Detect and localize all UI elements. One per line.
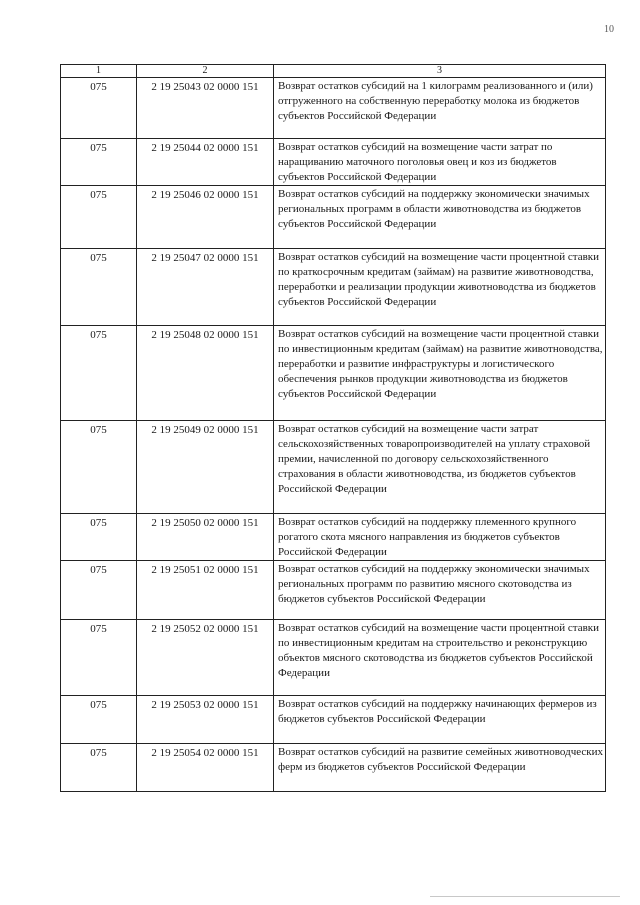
budget-code-cell: 2 19 25054 02 0000 151 bbox=[137, 744, 274, 792]
table-row bbox=[61, 514, 606, 561]
table-row bbox=[61, 326, 606, 421]
description-cell: Возврат остатков субсидий на развитие семейных животноводческих ферм из бюджетов субъектов Российской Федерации bbox=[274, 744, 606, 792]
admin-code-cell: 075 bbox=[61, 514, 137, 561]
admin-code-cell: 075 bbox=[61, 744, 137, 792]
table-row bbox=[61, 78, 606, 139]
admin-code-cell: 075 bbox=[61, 249, 137, 326]
budget-code-cell: 2 19 25049 02 0000 151 bbox=[137, 421, 274, 514]
description-cell: Возврат остатков субсидий на поддержку экономически значимых региональных программ по развитию мясного скотоводства из бюджетов субъектов Российской Федерации bbox=[274, 561, 606, 620]
table-row bbox=[61, 744, 606, 792]
budget-code-cell: 2 19 25047 02 0000 151 bbox=[137, 249, 274, 326]
admin-code-cell: 075 bbox=[61, 78, 137, 139]
admin-code-cell: 075 bbox=[61, 139, 137, 186]
table-row bbox=[61, 620, 606, 696]
table-row bbox=[61, 421, 606, 514]
description-cell: Возврат остатков субсидий на возмещение части процентной ставки по инвестиционным кредитам (займам) на развитие животноводства, переработки и развитие инфраструктуры и логистического обеспечения рынков продукции животноводства из бюджетов субъектов Российской Федерации bbox=[274, 326, 606, 421]
table-header-row bbox=[61, 65, 606, 78]
table-row bbox=[61, 561, 606, 620]
page-number: 10 bbox=[604, 24, 614, 35]
description-cell: Возврат остатков субсидий на возмещение части процентной ставки по инвестиционным кредитам на строительство и реконструкцию объектов мясного скотоводства из бюджетов субъектов Российской Федерации bbox=[274, 620, 606, 696]
budget-code-cell: 2 19 25051 02 0000 151 bbox=[137, 561, 274, 620]
footer-divider bbox=[430, 896, 620, 897]
description-cell: Возврат остатков субсидий на поддержку экономически значимых региональных программ в области животноводства из бюджетов субъектов Российской Федерации bbox=[274, 186, 606, 249]
admin-code-cell: 075 bbox=[61, 421, 137, 514]
table-row bbox=[61, 249, 606, 326]
budget-classification-table bbox=[60, 64, 606, 792]
admin-code-cell: 075 bbox=[61, 326, 137, 421]
table-row bbox=[61, 139, 606, 186]
admin-code-cell: 075 bbox=[61, 620, 137, 696]
description-cell: Возврат остатков субсидий на возмещение части затрат по наращиванию маточного поголовья овец и коз из бюджетов субъектов Российской Федерации bbox=[274, 139, 606, 186]
admin-code-cell: 075 bbox=[61, 561, 137, 620]
budget-code-cell: 2 19 25050 02 0000 151 bbox=[137, 514, 274, 561]
admin-code-cell: 075 bbox=[61, 696, 137, 744]
admin-code-cell: 075 bbox=[61, 186, 137, 249]
budget-code-cell: 2 19 25043 02 0000 151 bbox=[137, 78, 274, 139]
description-cell: Возврат остатков субсидий на поддержку племенного крупного рогатого скота мясного направления из бюджетов субъектов Российской Федерации bbox=[274, 514, 606, 561]
budget-code-cell: 2 19 25052 02 0000 151 bbox=[137, 620, 274, 696]
description-cell: Возврат остатков субсидий на возмещение части затрат сельскохозяйственных товаропроизводителей на уплату страховой премии, начисленной по договору сельскохозяйственного страхования в области животноводства, из бюджетов субъектов Российской Федерации bbox=[274, 421, 606, 514]
table-row bbox=[61, 186, 606, 249]
column-header-2: 2 bbox=[137, 65, 274, 78]
description-cell: Возврат остатков субсидий на поддержку начинающих фермеров из бюджетов субъектов Российской Федерации bbox=[274, 696, 606, 744]
budget-code-cell: 2 19 25048 02 0000 151 bbox=[137, 326, 274, 421]
description-cell: Возврат остатков субсидий на 1 килограмм реализованного и (или) отгруженного на собственную переработку молока из бюджетов субъектов Российской Федерации bbox=[274, 78, 606, 139]
column-header-1: 1 bbox=[61, 65, 137, 78]
table-row bbox=[61, 696, 606, 744]
column-header-3: 3 bbox=[274, 65, 606, 78]
budget-code-cell: 2 19 25046 02 0000 151 bbox=[137, 186, 274, 249]
description-cell: Возврат остатков субсидий на возмещение части процентной ставки по краткосрочным кредитам (займам) на развитие животноводства, переработки и реализации продукции животноводства из бюджетов субъектов Российской Федерации bbox=[274, 249, 606, 326]
budget-code-cell: 2 19 25044 02 0000 151 bbox=[137, 139, 274, 186]
budget-code-cell: 2 19 25053 02 0000 151 bbox=[137, 696, 274, 744]
